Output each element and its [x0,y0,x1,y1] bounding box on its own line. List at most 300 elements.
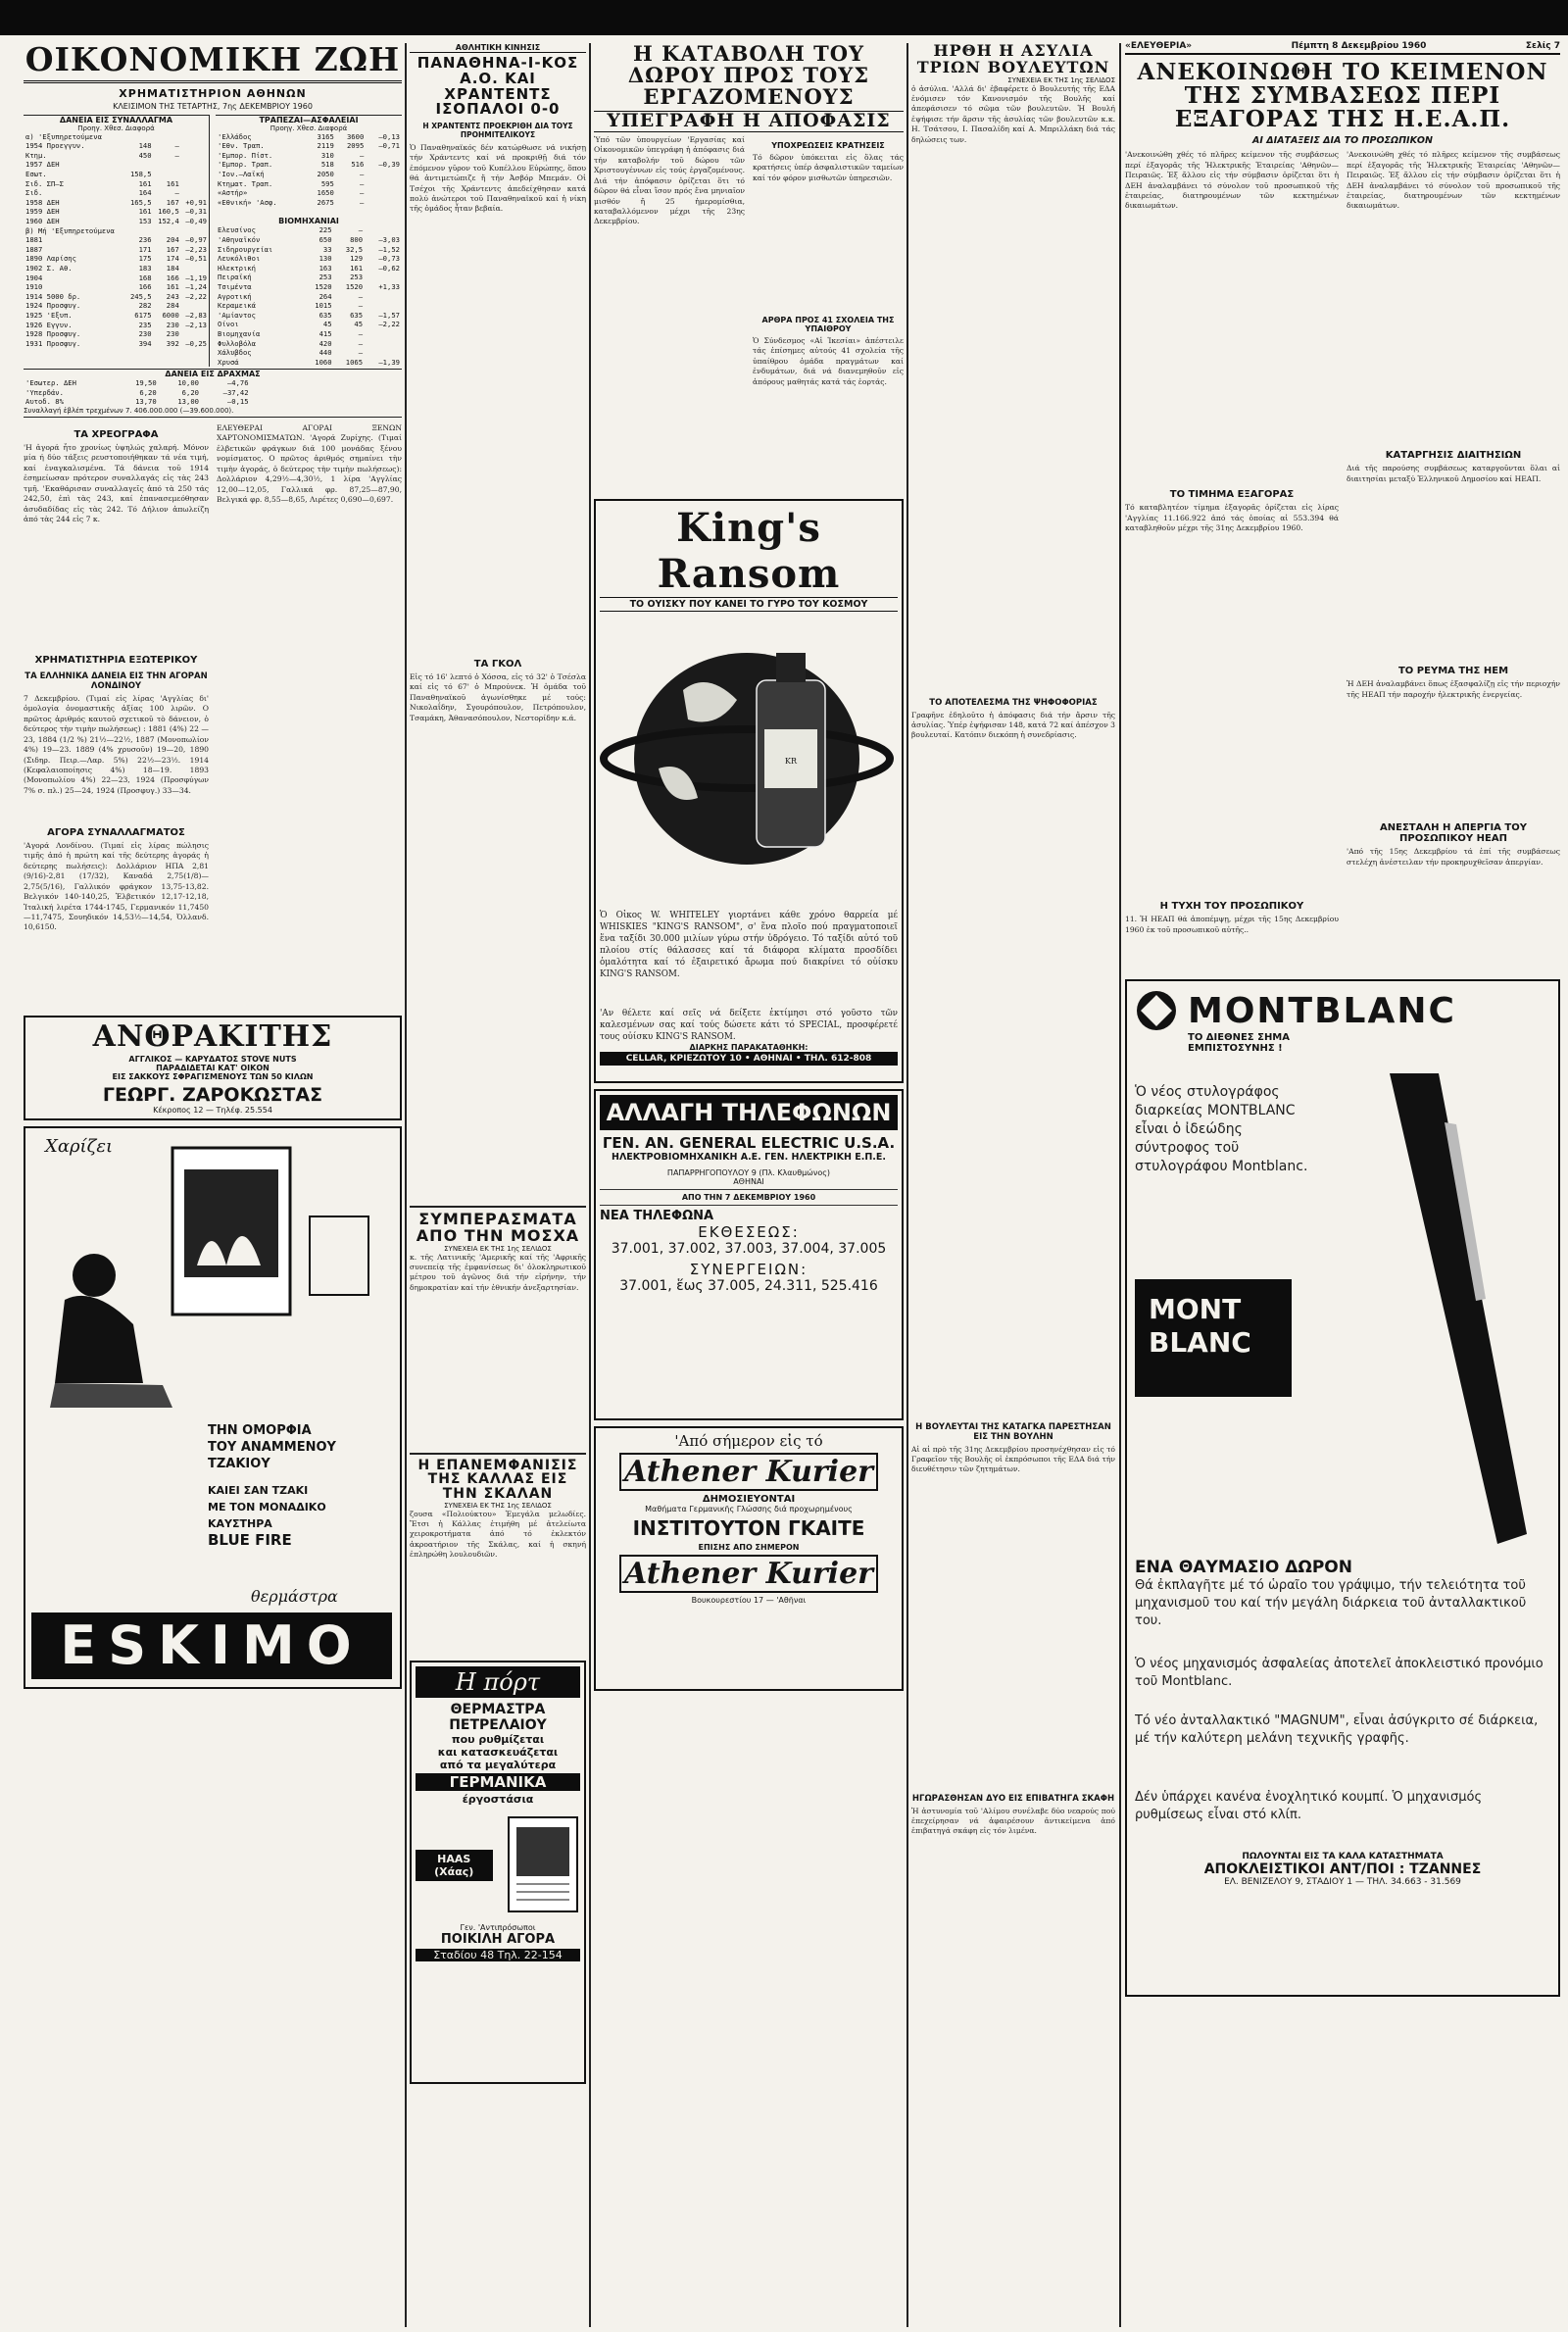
table-cell: 'Ελλάδος [218,131,252,141]
table-row [216,254,402,264]
fountain-pen-illustration [1350,1064,1546,1554]
sports-kicker: ΑΘΛΗΤΙΚΗ ΚΙΝΗΣΙΣ [410,43,586,53]
industry-head: ΒΙΟΜΗΧΑΝΙΑΙ [278,217,339,226]
table-cell [181,141,209,151]
ak-publishes: ΔΗΜΟΣΙΕΥΟΝΤΑΙ [702,1494,796,1506]
eskimo-line: ΤΗΝ ΟΜΟΡΦΙΑ [208,1422,312,1438]
haas-ad-line: και κατασκευάζεται [437,1745,559,1759]
table-row [216,348,402,358]
haas-ad-line: έργοστάσια [462,1792,534,1806]
schools-body: Ὁ Σύνδεσμος «Αἱ Ἱκεσίαι» ἀπέστειλε τάς ἐπίσημες αὐτούς 41 σχολεία τῆς ὑπαίθρου ὁμάδα πραγμάτων καί ἐνδυμάτων, διά νά διανεμηθοῦν εἰς ἀπόρους μαθητάς κατά τάς ἑορτάς. [753,336,904,386]
table-row [24,226,209,236]
table-row [24,311,209,321]
turnover-line: Συναλλαγή ἐβλέπ τρεχμένων 7. 406.000.000 (—39.600.000). [24,407,402,418]
table-row [216,188,402,198]
banks-table [216,115,402,368]
table-cell: 184 [166,263,179,273]
table-cell: 1890 Λαρίσης [25,254,76,264]
table-row [216,301,402,311]
table-cell: 1065 [345,357,364,367]
newspaper-name: «ΕΛΕΥΘΕΡΙΑ» [1125,41,1193,51]
haas-ad-script: Η πόρτ [416,1666,580,1698]
svg-text:KR: KR [785,757,797,767]
montblanc-advertisement [1125,979,1560,1997]
table-row [216,160,402,170]
table-cell: 3165 [317,131,334,141]
table-cell: 282 [138,301,152,311]
coal-ad-line: ΠΑΡΑΔΙΔΕΤΑΙ ΚΑΤ' ΟΙΚΟΝ [156,1063,270,1072]
table-cell: — [174,141,179,151]
ak-logo: Athener Kurier [619,1453,878,1491]
table-cell: Πειραϊκή [218,273,252,282]
table-cell: 204 [166,235,179,245]
table-cell: —0,25 [185,338,207,348]
table-row [24,301,209,311]
table-row [24,273,209,283]
table-cell: —0,71 [378,141,400,151]
table-cell: 'Εμπορ. Πίστ. [218,150,273,160]
table-cell: 225 [318,225,332,235]
drachma-head: ΔΑΝΕΙΑ ΕΙΣ ΔΡΑΧΜΑΣ [24,369,402,378]
table-cell: 1015 [315,301,332,311]
table-row [216,198,402,208]
haas-ad-visual [416,1811,580,1919]
table-cell: «Εθνική» 'Ασφ. [218,197,277,207]
table-row [24,378,251,388]
table-cell: 161 [138,207,152,217]
strike-heading: ΑΝΕΣΤΑΛΗ Η ΑΠΕΡΓΙΑ ΤΟΥ ΠΡΟΣΩΠΙΚΟΥ ΗΕΑΠ [1380,822,1527,845]
table-cell: 1520 [315,281,332,291]
eskimo-line: BLUE FIRE [208,1530,292,1549]
table-cell: —37,42 [222,387,249,397]
sports-subheadline: Η ΧΡΑΝΤΕΝΤΣ ΠΡΟΕΚΡΙΘΗ ΔΙΑ ΤΟΥΣ ΠΡΟΗΜΙΤΕΛΙΚΟΥΣ [422,122,573,139]
table-cell [365,292,402,302]
kings-ransom-advertisement [594,499,904,1083]
table-cell [365,273,402,282]
table-row [24,151,209,161]
table-cell: 1928 Προσφυγ. [25,329,81,339]
deductions-body: Τό δῶρον ὑπόκειται εἰς ὅλας τάς κρατήσεις ὑπέρ ἀσφαλιστικῶν ταμείων καί τόν φόρον μισθωτῶν ὑπηρεσιῶν. [753,153,904,182]
montblanc-sale: ΠΩΛΟΥΝΤΑΙ ΕΙΣ ΤΑ ΚΑΛΑ ΚΑΤΑΣΤΗΜΑΤΑ [1242,1852,1444,1862]
table-cell [181,226,209,236]
table-cell: Αυτοδ. 8% [25,397,64,407]
vote-body: Γραφῆνε ἐδηλοῦτο ἡ ἀπόφασις διά τήν ἄρσιν τῆς ἀσυλίας. Ὑπέρ ἐψήφισαν 148, κατά 72 καί ἀπέσχον 3 βουλευταί. Κατόπιν διεκόπη ἡ συνεδρίασις. [911,710,1115,740]
contract-right [1347,150,1560,973]
table-row [24,141,209,151]
immunity-body: ὁ ἀσύλια. 'Αλλά δι' ἐβαφέρετε ὁ Βουλευτής τῆς ΕΔΑ ἐνόμισεν τόν Κανονισμόν τῆς Βουλῆς καί ἀπεφάσισεν τό σῶμα τῶν βουλευτῶν. Ἡ Βουλή ἐψήφισε τήν ἄρσιν τῆς ἀσυλίας τῶν βουλευτῶν κ.κ. Η. Τσάτσου, Ι. Πασαλίδη καί Α. Μπριλλάκη διά τάς δηλώσεις των. [911,83,1115,144]
ge-showroom-heading: ΕΚΘΕΣΕΩΣ: [698,1223,800,1242]
haas-ad-line: ΘΕΡΜΑΣΤΡΑ [450,1701,546,1717]
table-cell: Κτηματ. Τραπ. [218,178,273,188]
sports-body: Ὁ Παναθηναϊκός δέν κατώρθωσε νά νικήσῃ τήν Χράντεντς καί νά προκριθῇ διά τόν ἐπόμενον γῦρον τοῦ Κυπέλλου Εὐρώπης, ὅπου θά ἀντιμετώπιζε ἤ τήν Ἀσβόρ Μπεμάν. Οἱ Τσέχοι τῆς Χράντεντς ἀπεδείχθησαν κατά πολύ ἀνώτεροι τοῦ Παναθηναϊκοῦ καί ἡ νίκη τῆς ὁμάδος ἦταν βεβαία. [410,143,586,214]
table-cell: 1914 5000 δρ. [25,291,81,301]
table-cell: —4,76 [226,378,249,388]
table-cell: 1650 [317,188,334,198]
deputies-heading: Η ΒΟΥΛΕΥΤΑΙ ΤΗΣ ΚΑΤΑΓΚΑ ΠΑΡΕΣΤΗΣΑΝ ΕΙΣ ΤΗΝ ΒΟΥΛΗΝ [915,1421,1111,1442]
table-cell: Κεραμεικά [218,301,256,311]
ge-new-phones: ΝΕΑ ΤΗΛΕΦΩΝΑ [600,1209,714,1224]
column-power-company [1125,41,1560,1997]
bonds-heading: ΤΑ ΧΡΕΟΓΡΑΦΑ [74,429,159,441]
coal-ad-address: Κέκροπος 12 — Τηλέφ. 25.554 [153,1105,272,1115]
banks-rows [216,132,402,208]
montblanc-tag: ΕΜΠΙΣΤΟΣΥΝΗΣ ! [1188,1043,1283,1055]
table-cell: 45 [354,320,364,329]
table-cell: —0,15 [226,397,249,407]
ge-showroom-phones: 37.001, 37.002, 37.003, 37.004, 37.005 [611,1241,887,1258]
montblanc-logo: MONTBLANC [1188,990,1456,1031]
table-cell: 168 [138,273,152,282]
haas-ad-line: ΠΕΤΡΕΛΑΙΟΥ [449,1716,547,1733]
table-cell: 230 [138,329,152,339]
table-row [24,198,209,208]
heater-illustration [25,1128,400,1687]
table-row [216,132,402,142]
table-cell [366,151,402,161]
montblanc-body: Δέν ὑπάρχει κανένα ἐνοχλητικό κουμπί. Ὁ μηχανισμός ρυθμίσεως εἶναι στό κλίπ. [1135,1790,1483,1823]
table-cell [366,179,402,189]
drachma-rows [24,378,251,407]
exchange-title: ΧΡΗΜΑΤΙΣΤΗΡΙΟΝ ΑΘΗΝΩΝ [119,86,307,100]
schools-heading: ΑΡΘΡΑ ΠΡΟΣ 41 ΣΧΟΛΕΙΑ ΤΗΣ ΥΠΑΙΘΡΟΥ [761,316,895,334]
phone-change-title: ΑΛΛΑΓΗ ΤΗΛΕΦΩΝΩΝ [600,1095,898,1130]
moscow-body: κ. τῆς Λατινικῆς 'Αμερικῆς καί τῆς 'Αφρικῆς συνεπείᾳ τῆς ἐμφανίσεως δι' ὁλοκληρωτικοῦ μέτρου τοῦ ἀγῶνος διά τήν εἰρήνην, τήν δημοκρατίαν καί τήν ἐθνικήν ἀνεξαρτησίαν. [410,1252,586,1292]
table-cell: —0,31 [185,207,207,217]
economy-text-right [217,423,402,1008]
table-cell: 2675 [317,197,334,207]
kings-ransom-tagline: ΤΟ ΟΥΙΣΚΥ ΠΟΥ ΚΑΝΕΙ ΤΟ ΓΥΡΟ ΤΟΥ ΚΟΣΜΟΥ [600,597,898,612]
arbitration-heading: ΚΑΤΑΡΓΗΣΙΣ ΔΙΑΙΤΗΣΙΩΝ [1385,450,1522,462]
table-cell: 1957 ΔΕΗ [25,160,60,170]
haas-address: Σταδίου 48 Τηλ. 22-154 [416,1949,580,1961]
table-cell: 166 [166,273,179,282]
table-cell: 2095 [346,141,365,151]
table-cell: 284 [166,301,179,311]
table-cell: 392 [166,338,179,348]
table-cell: 'Αθηναϊκόν [218,234,261,244]
column-parliament [911,43,1115,2052]
ge-address: ΠΑΠΑΡΡΗΓΟΠΟΥΛΟΥ 9 (Πλ. Κλαυθμώνος) [666,1168,831,1178]
kings-ransom-depot: CELLAR, ΚΡΙΕΖΩΤΟΥ 10 • ΑΘΗΝΑΙ • ΤΗΛ. 612-808 [600,1052,898,1066]
moscow-headline: ΣΥΜΠΕΡΑΣΜΑΤΑ ΑΠΟ ΤΗΝ ΜΟΣΧΑ [416,1210,580,1245]
table-cell: Σιδηρουργείαι [218,244,273,254]
table-row [216,151,402,161]
bonds-body: 'Η ἀγορά ἦτο χρονίως ὑψηλώς χαλαρή. Μόνον μία ή δύο τάξεις ρευστοποιήθηκαν τά νέα τιμή, καί ἐναγκαλισμένα. Τά δάνεια τοῦ 1914 ἐσημείωσαν πρότερον συναλλαγάς εἰς τὰς 243 τμῆ. 'Εκαθάρισαν συναλλαγεῖς ἀπό τὰ 250 τάς 242,50, ἐπὶ τὰς 243, καί ἐπανασεμεόθησαν ἀσυδαδίδας εἰς τὰς 242. Τό Δήλιον ἀπωλείζη ἀπό τὰς 244 εἰς 7 κ. [24,443,209,523]
table-row [24,339,209,349]
page-number: Σελίς 7 [1525,41,1560,51]
table-cell: 1902 Σ. Αθ. [25,263,73,273]
table-cell [125,226,153,236]
table-cell: 230 [166,320,179,329]
table-cell: 6,20 [139,387,157,397]
table-cell: 6,20 [181,387,199,397]
table-cell: —0,97 [185,235,207,245]
table-cell: 19,50 [135,378,157,388]
table-cell: 10,00 [177,378,199,388]
table-cell: 2119 [317,141,334,151]
table-cell: Λευκόλιθοι [218,254,261,264]
table-cell: — [359,178,365,188]
table-cell: 230 [166,329,179,339]
ak-logo-2: Athener Kurier [619,1555,878,1593]
table-cell: 1958 ΔΕΗ [25,197,60,207]
table-cell: 'Υπερδάν. [25,387,64,397]
table-cell: 32,5 [345,244,364,254]
montblanc-cap-line: MONT [1149,1293,1242,1326]
table-cell: 1910 [25,282,43,292]
table-cell [181,160,209,170]
table-cell: 175 [138,254,152,264]
table-row [24,235,209,245]
eskimo-slogan [208,1422,394,1549]
table-row [24,245,209,255]
bonds-foreign-table [24,115,210,368]
table-cell: — [358,348,364,358]
table-row [24,217,209,226]
table-cell [365,301,402,311]
table-cell: Βιομηχανία [218,328,261,338]
table-row [216,235,402,245]
table-row [24,292,209,302]
eskimo-line: ΤΖΑΚΙΟΥ [208,1456,270,1471]
table-cell: +0,91 [185,197,207,207]
column-sports [410,43,586,2084]
table-row [216,264,402,273]
haas-logo: HAAS (Χάας) [416,1850,493,1881]
arrest-heading: ΗΓΩΡΑΣΘΗΣΑΝ ΔΥΟ ΕΙΣ ΕΠΙΒΑΤΗΓΑ ΣΚΑΦΗ [911,1793,1115,1804]
table-cell: — [174,150,179,160]
montblanc-header [1135,989,1550,1032]
table-row [216,282,402,292]
eskimo-script-line: Χαρίζει [45,1135,114,1157]
table-cell [365,348,402,358]
montblanc-visual [1135,1064,1550,1554]
haas-heater-advertisement [410,1661,586,2084]
table-cell: —0,39 [378,160,400,170]
table-cell [366,198,402,208]
table-cell: 165,5 [129,197,152,207]
table-cell: 235 [138,320,152,329]
coal-ad-line: ΕΙΣ ΣΑΚΚΟΥΣ ΣΦΡΑΓΙΣΜΕΝΟΥΣ ΤΩΝ 50 ΚΙΛΩΝ [112,1071,314,1081]
banks-head: ΤΡΑΠΕΖΑΙ—ΑΣΦΑΛΕΙΑΙ [259,115,359,124]
power-body: Ἡ ΔΕΗ ἀναλαμβάνει ὅπως ἐξασφαλίζῃ εἰς τήν περιοχήν τῆς ΗΕΑΠ τήν παροχήν ἠλεκτρικῆς ἐνεργείας. [1347,679,1560,699]
table-cell: 6175 [134,310,152,320]
table-cell: 3600 [346,131,365,141]
power-heading: ΤΟ ΡΕΥΜΑ ΤΗΣ ΗΕΜ [1397,666,1509,677]
table-row [216,320,402,329]
table-cell: 264 [318,291,332,301]
bonds-foreign-head: ΔΑΝΕΙΑ ΕΙΣ ΣΥΝΑΛΛΑΓΜΑ [59,115,173,124]
bonus-subheadline: ΥΠΕΓΡΑΦΗ Η ΑΠΟΦΑΣΙΣ [594,111,904,132]
table-cell: —2,23 [185,244,207,254]
bonds-foreign-rows [24,132,209,349]
table-cell: —2,22 [378,320,400,329]
table-cell: 1887 [25,244,43,254]
table-cell: Ηλεκτρική [218,263,256,273]
table-cell: 129 [350,254,364,264]
table-cell [181,301,209,311]
table-cell: 253 [318,273,332,282]
table-cell: 518 [320,160,334,170]
table-cell [366,170,402,179]
table-row [24,388,251,398]
column-economy [24,43,402,1689]
purchase-body: Τό καταβλητέον τίμημα ἐξαγορᾶς ὁρίζεται εἰς λίρας 'Αγγλίας 11.166.922 ἀπό τάς ὁποίας αἱ 553.394 θά καταβληθοῦν μέχρι τῆς 31ης Δεκεμβρίου 1960. [1125,503,1339,533]
table-cell: —3,03 [378,234,400,244]
sports-goals-body: Εἰς τό 16' λεπτό ὁ Χόσσα, εἰς τό 32' ὁ Τσέσλα καί εἰς τό 67' ὁ Μπρούνεκ. Ἡ ὁμάδα τοῦ Παναθηναϊκοῦ ἀγωνίσθηκε μέ τούς: Νικολαΐδην, Σγουρόπουλον, Πετρόπουλον, Τσαμάκη, Ἀθανασόπουλον, Νεστορίδην κ.ά. [410,672,586,722]
table-cell: 1926 Εγγυν. [25,320,73,329]
table-row [216,339,402,349]
table-cell: — [358,225,364,235]
ak-institute: ΙΝΣΤΙΤΟΥΤΟΝ ΓΚΑΙΤΕ [632,1516,865,1541]
table-row [24,160,209,170]
contract-body: 'Ανεκοινώθη χθές τό πλῆρες κείμενον τῆς συμβάσεως περί ἐξαγορᾶς τῆς Ἡλεκτρικῆς Ἑταιρείας 'Αθηνῶν—Πειραιῶς. Ἐξ ἄλλου εἰς τήν σύμβασιν ὁρίζεται ὅτι ἡ ΔΕΗ ἀναλαμβάνει τό σύνολον τοῦ προσωπικοῦ τῆς ἑταιρείας, διατηρουμένων τῶν κεκτημένων δικαιωμάτων. [1125,150,1339,211]
deputies-body: Αἱ αἱ πρὸ τῆς 31ης Δεκεμβρίου προσηνέχθησαν εἰς τό Γραφεῖον τῆς Βουλῆς οἱ ἐκπρόσωποι τῆς ΕΔΑ διά τήν διευθέτησιν τῶν ζητημάτων. [911,1444,1115,1474]
table-cell: Κτημ. [25,150,47,160]
table-cell: 800 [350,234,364,244]
oil-heater-icon [499,1811,581,1919]
table-row [216,273,402,282]
table-cell: 166 [138,282,152,292]
montblanc-agent: ΑΠΟΚΛΕΙΣΤΙΚΟΙ ΑΝΤ/ΠΟΙ : ΤΖΑΝΝΕΣ [1203,1861,1482,1878]
eskimo-script-heater: θερμάστρα [251,1586,338,1606]
column-rule [1119,43,1121,2327]
table-cell [154,170,181,179]
table-cell: 595 [320,178,334,188]
table-cell: —1,39 [378,357,400,367]
table-cell: 33 [322,244,332,254]
column-rule [405,43,407,2327]
table-cell: 1924 Προσφυγ. [25,301,81,311]
table-row [24,321,209,330]
table-cell: 1925 'Εξυπ. [25,310,73,320]
foreign-exchange-heading: ΧΡΗΜΑΤΙΣΤΗΡΙΑ ΕΞΩΤΕΡΙΚΟΥ [34,655,198,667]
table-cell: 'Εμπορ. Τραπ. [218,160,273,170]
table-row [216,225,402,235]
table-cell [154,226,181,236]
table-row [24,179,209,189]
ak-note: ΕΠΙΣΗΣ ΑΠΟ ΣΗΜΕΡΟΝ [698,1543,800,1553]
table-cell [154,132,181,142]
greek-loans-body: 7 Δεκεμβρίου. (Τιμαί εἰς λίρας 'Αγγλίας δι' ὀμολογία ὀνομαστικῆς ἀξίας 100 λιρῶν. Ο πρῶτος ἀριθμός καυτοῦ σχετικοῦ τὸ δάνειον, ὁ δεύτερος τὴν τιμὴν πωλήσεως) : 1881 (4%) 22 —23, 1884 (1/2 %) 21½—22½, 1887 (Μονοπωλίον 4%) 19—23. 1889 (4% χρυσοῦν) 19—20, 1890 (Σιδηρ. Πειρ.—Λαρ. 5%) 22½—23½. 1914 (Κεφαλαιοποίησις 4%) 18—19. 1893 (Μονοπωλίου 4%) 22—23, 1924 (Προσφύγων 7% σ. πλ.) 25—24, 1924 (Προσφυγ.) 33—34. [24,694,209,795]
issue-date: Πέμπτη 8 Δεκεμβρίου 1960 [1291,41,1427,51]
column-rule [589,43,591,2327]
table-cell [125,132,153,142]
table-row [216,245,402,255]
contract-headline: ΑΝΕΚΟΙΝΩΘΗ ΤΟ ΚΕΙΜΕΝΟΝ ΤΗΣ ΣΥΜΒΑΣΕΩΣ ΠΕΡΙ ΕΞΑΓΟΡΑΣ ΤΗΣ Η.Ε.Α.Π. [1137,59,1548,133]
purchase-heading: ΤΟ ΤΙΜΗΜΑ ΕΞΑΓΟΡΑΣ [1169,489,1295,501]
haas-ad-line: από τα μεγαλύτερα [439,1758,557,1771]
ge-city: ΑΘΗΝΑΙ [733,1177,764,1187]
column-headers: Προηγ. Χθεσ. Διαφορά [270,124,348,132]
ak-intro: 'Από σήμερον εἰς τό [674,1432,823,1451]
table-cell [181,132,209,142]
table-cell: Ελευσίνος [218,225,256,235]
column-headers: Προηγ. Χθεσ. Διαφορά [77,124,155,132]
montblanc-address: ΕΛ. ΒΕΝΙΖΕΛΟΥ 9, ΣΤΑΔΙΟΥ 1 — ΤΗΛ. 34.663 - 31.569 [1224,1877,1461,1888]
table-cell: 1959 ΔΕΗ [25,207,60,217]
table-cell [125,160,153,170]
table-cell [365,225,402,235]
kings-ransom-depot-heading: ΔΙΑΡΚΗΣ ΠΑΡΑΚΑΤΑΘΗΚΗ: [689,1043,808,1053]
table-cell: 153 [138,216,152,225]
table-cell: 1881 [25,235,43,245]
table-cell: 130 [318,254,332,264]
table-cell: —0,73 [378,254,400,264]
montblanc-gift: ΕΝΑ ΘΑΥΜΑΣΙΟ ΔΩΡΟΝ [1135,1558,1352,1578]
arrest-body: Ἡ ἀστυνομία τοῦ 'Αλίμου συνέλαβε δύο νεαρούς πού ἐπεχείρησαν νά ἀφαιρέσουν ἀντικείμενα ἀπό ἐπιβατηγά σκάφη εἰς τόν λιμένα. [911,1806,1115,1836]
eskimo-logo: ESKIMO [31,1613,392,1679]
table-cell: 635 [318,310,332,320]
bonus-body: Ὑπό τῶν ὑπουργείων 'Εργασίας καί Οἰκονομικῶν ὑπεγράφη ἡ ἀπόφασις διά τήν καταβολήν τοῦ δώρου τῶν Χριστουγέννων εἰς τούς ἐργαζομένους. Διά τήν ἀπόφασιν ὁρίζεται ὅτι τό δῶρον θά εἶναι ἴσον πρός ἕνα μηνιαῖον μισθόν ἤ 25 ἡμερομίσθια, καταβαλλόμενον μέχρι τῆς 23ης Δεκεμβρίου. [594,135,745,226]
bonus-right [753,135,904,493]
table-row [24,254,209,264]
ak-address: Βουκουρεστίου 17 — 'Αθῆναι [691,1596,807,1606]
table-row [216,329,402,339]
montblanc-body: Ὁ νέος μηχανισμός ἀσφαλείας ἀποτελεῖ ἀποκλειστικό προνόμιο τοῦ Montblanc. [1135,1657,1544,1690]
table-cell: β) Μή 'Εξυπηρετούμενα [25,225,115,235]
table-cell: 167 [166,244,179,254]
ge-company: ΓΕΝ. ΑΝ. GENERAL ELECTRIC U.S.A. [602,1134,896,1153]
table-row [24,329,209,339]
table-cell: —1,57 [378,310,400,320]
table-cell [181,170,209,179]
table-cell: — [174,188,179,198]
contract-subheadline: ΑΙ ΔΙΑΤΑΞΕΙΣ ΔΙΑ ΤΟ ΠΡΟΣΩΠΙΚΟΝ [1252,135,1433,147]
table-cell [181,188,209,198]
strike-body: 'Από τῆς 15ης Δεκεμβρίου τά ἐπί τῆς συμβάσεως στελέχη ἀνέστειλαν τήν προκηρυχθεῖσαν ἀπεργίαν. [1347,847,1560,867]
table-cell: Οίνοι [218,320,239,329]
bonus-headline: Η ΚΑΤΑΒΟΛΗ ΤΟΥ ΔΩΡΟΥ ΠΡΟΣ ΤΟΥΣ ΕΡΓΑΖΟΜΕΝΟΥΣ [627,43,870,110]
table-cell: α) 'Εξυπηρετούμενα [25,131,102,141]
eskimo-line: ΚΑΙΕΙ ΣΑΝ ΤΖΑΚΙ [208,1483,309,1497]
arbitration-body: Διά τῆς παρούσης συμβάσεως καταργοῦνται ὅλαι αἱ διαιτησίαι μεταξύ Ἑλληνικοῦ Δημοσίου καί ΗΕΑΠ. [1347,464,1560,483]
table-cell: — [359,188,365,198]
currency-market-body: 'Αγορά Λονδίνου. (Τιμαί εἰς λίρας πώλησις τιμῆς ἀπό ἡ πρώτη καί τῆς δεύτερης ἀγοράς ἡ δεύτερης πωλήσεις): Δολλάριον ΗΠΑ 2,81 (9/16)-2,81 (17/32), Καναδά 2,75(1/8)—2,75(5/16), Γαλλικόν φράγκον 13,75-13,82. Βελγικόν 140-140,25, Ἐλβετικόν 12,17-12,18, Ἰταλική λιρέτα 1744-1745, Γερμανικόν 11,7450—11,7475, Σουηδικόν 14,53½—14,54, Ὀλλανδ. 10,6150. [24,841,209,932]
table-cell: 420 [318,338,332,348]
table-cell: —0,51 [185,254,207,264]
economy-section-title: ΟΙΚΟΝΟΜΙΚΗ ΖΩΗ [24,43,402,83]
ge-workshop-phones: 37.001, ἕως 37.005, 24.311, 525.416 [619,1278,878,1295]
table-cell: 'Ιον.—Λαϊκή [218,170,265,179]
coal-ad-merchant: ΓΕΩΡΓ. ΖΑΡΟΚΩΣΤΑΣ [102,1083,323,1106]
table-cell: —1,24 [185,282,207,292]
fate-heading: Η ΤΥΧΗ ΤΟΥ ΠΡΟΣΩΠΙΚΟΥ [1159,901,1304,913]
montblanc-cap-logo [1135,1279,1292,1397]
eskimo-line: ΜΕ ΤΟΝ ΜΟΝΑΔΙΚΟ [208,1500,326,1513]
contract-body-cont: 'Ανεκοινώθη χθές τό πλῆρες κείμενον τῆς συμβάσεως περί ἐξαγορᾶς τῆς Ἡλεκτρικῆς Ἑταιρείας 'Αθηνῶν—Πειραιῶς. Ἐξ ἄλλου εἰς τήν σύμβασιν ὁρίζεται ὅτι ἡ ΔΕΗ ἀναλαμβάνει τό σύνολον τοῦ προσωπικοῦ τῆς ἑταιρείας, διατηρουμένων τῶν κεκτημένων δικαιωμάτων. [1347,150,1560,211]
table-cell: Σιδ. [25,188,43,198]
table-cell [365,339,402,349]
table-row [216,141,402,151]
table-cell: — [359,170,365,179]
industry-rows [216,225,402,367]
table-cell: Φυλλοβόλα [218,338,256,348]
table-cell: 161 [138,178,152,188]
table-cell [154,160,181,170]
table-cell: Εσωτ. [25,170,47,179]
table-cell [181,264,209,273]
table-cell: — [358,291,364,301]
eskimo-line: ΚΑΥΣΤΗΡΑ [208,1516,272,1530]
table-cell: — [358,301,364,311]
table-cell [181,151,209,161]
athener-kurier-advertisement [594,1426,904,1691]
table-row [216,170,402,179]
table-cell: 6000 [162,310,179,320]
table-cell: 253 [350,273,364,282]
table-cell: +1,33 [378,281,400,291]
